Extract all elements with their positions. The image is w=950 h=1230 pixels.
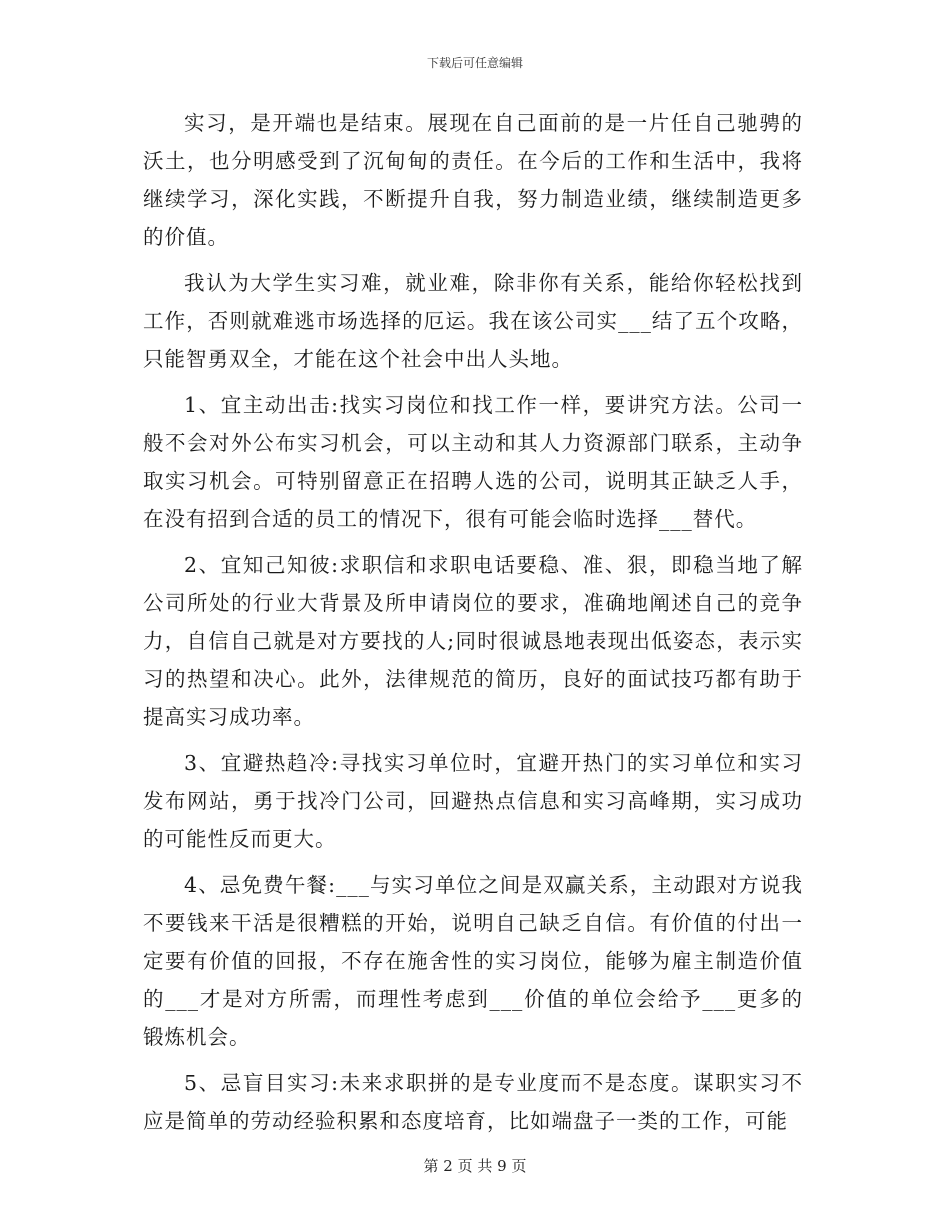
document-body — [143, 104, 803, 1148]
page-number-footer: 第 2 页 共 9 页 — [423, 1157, 527, 1175]
paragraph-tip-5: 5、忌盲目实习:未来求职拼的是专业度而不是态度。谋职实习不应是简单的劳动经验积累和态度培育，比如端盘子一类的工作，可能 — [143, 1071, 803, 1133]
paragraph-opinion: 我认为大学生实习难，就业难，除非你有关系，能给你轻松找到工作，否则就难逃市场选择的厄运。我在该公司实___结了五个攻略，只能智勇双全，才能在这个社会中出人头地。 — [143, 271, 803, 371]
page-header-note: 下载后可任意编辑 — [426, 56, 523, 70]
paragraph-tip-3: 3、宜避热趋冷:寻找实习单位时，宜避开热门的实习单位和实习发布网站，勇于找冷门公司，回避热点信息和实习高峰期，实习成功的可能性反而更大。 — [143, 751, 803, 851]
paragraph-tip-4: 4、忌免费午餐:___与实习单位之间是双赢关系，主动跟对方说我不要钱来干活是很糟糕的开始，说明自己缺乏自信。有价值的付出一定要有价值的回报，不存在施舍性的实习岗位，能够为雇主制造价值的___才是对方所需，而理性考虑到___价值的单位会给予___更多的锻炼机会。 — [143, 873, 803, 1049]
paragraph-tip-1: 1、宜主动出击:找实习岗位和找工作一样，要讲究方法。公司一般不会对外公布实习机会，可以主动和其人力资源部门联系，主动争取实习机会。可特别留意正在招聘人选的公司，说明其正缺乏人手，在没有招到合适的员工的情况下，很有可能会临时选择___替代。 — [143, 393, 803, 531]
paragraph-intro-reflection: 实习，是开端也是结束。展现在自己面前的是一片任自己驰骋的沃土，也分明感受到了沉甸甸的责任。在今后的工作和生活中，我将继续学习，深化实践，不断提升自我，努力制造业绩，继续制造更多的价值。 — [143, 111, 803, 249]
paragraph-tip-2: 2、宜知己知彼:求职信和求职电话要稳、准、狠，即稳当地了解公司所处的行业大背景及所申请岗位的要求，准确地阐述自己的竞争力，自信自己就是对方要找的人;同时很诚恳地表现出低姿态，表示实习的热望和决心。此外，法律规范的简历，良好的面试技巧都有助于提高实习成功率。 — [143, 553, 803, 729]
